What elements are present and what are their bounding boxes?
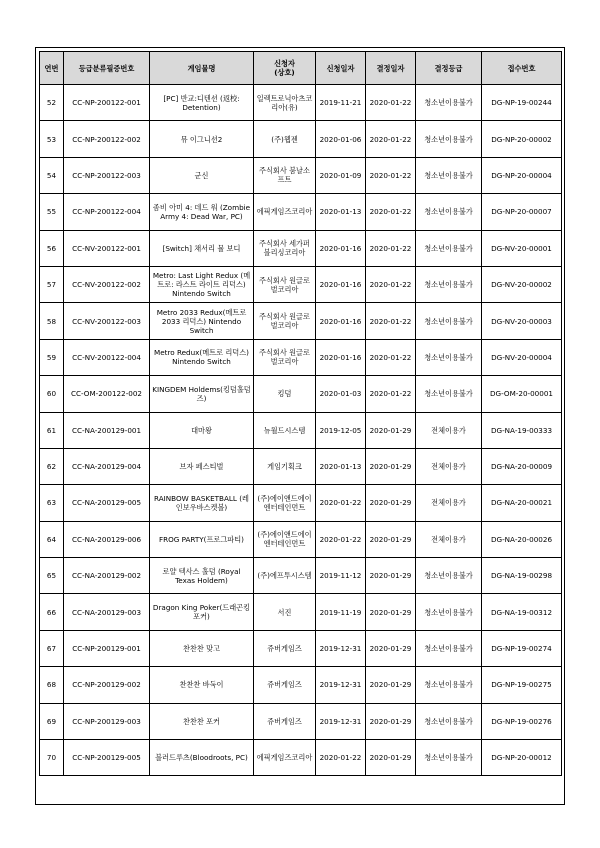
certificate-number: CC-NA-200129-006: [64, 521, 150, 557]
rating-grade: 청소년이용불가: [416, 121, 482, 157]
row-number: 55: [40, 194, 64, 230]
game-title: 찬찬찬 맞고: [150, 630, 254, 666]
decision-date: 2020-01-29: [366, 594, 416, 630]
application-date: 2020-01-09: [316, 157, 366, 193]
table-row: [40, 558, 562, 594]
game-title: 좀비 아미 4: 데드 워 (Zombie Army 4: Dead War, PC): [150, 194, 254, 230]
row-number: 53: [40, 121, 64, 157]
table-row: [40, 630, 562, 666]
header-cell: 신청일자: [316, 52, 366, 85]
applicant: 일렉트로닉아츠코리아(유): [254, 85, 316, 121]
game-title: Dragon King Poker(드래곤킹포커): [150, 594, 254, 630]
certificate-number: CC-NA-200129-001: [64, 412, 150, 448]
certificate-number: CC-NP-200129-001: [64, 630, 150, 666]
row-number: 54: [40, 157, 64, 193]
certificate-number: CC-NV-200122-001: [64, 230, 150, 266]
game-title: [PC] 반교:디텐션 (返校: Detention): [150, 85, 254, 121]
certificate-number: CC-NP-200129-002: [64, 667, 150, 703]
row-number: 52: [40, 85, 64, 121]
game-title: 로얄 텍사스 홀덤 (Royal Texas Holdem): [150, 558, 254, 594]
applicant: 에픽게임즈코리아: [254, 740, 316, 776]
decision-date: 2020-01-29: [366, 740, 416, 776]
certificate-number: CC-NP-200129-005: [64, 740, 150, 776]
application-date: 2020-01-03: [316, 376, 366, 412]
certificate-number: CC-NP-200122-004: [64, 194, 150, 230]
table-row: [40, 412, 562, 448]
row-number: 63: [40, 485, 64, 521]
decision-date: 2020-01-29: [366, 703, 416, 739]
decision-date: 2020-01-29: [366, 630, 416, 666]
application-date: 2019-12-31: [316, 630, 366, 666]
certificate-number: CC-NP-200129-003: [64, 703, 150, 739]
applicant: 킹덤: [254, 376, 316, 412]
applicant: 뉴월드시스템: [254, 412, 316, 448]
certificate-number: CC-NV-200122-004: [64, 339, 150, 375]
certificate-number: CC-NA-200129-005: [64, 485, 150, 521]
rating-grade: 청소년이용불가: [416, 230, 482, 266]
decision-date: 2020-01-22: [366, 303, 416, 339]
application-date: 2019-11-21: [316, 85, 366, 121]
game-title: 대마왕: [150, 412, 254, 448]
receipt-number: DG-NP-19-00274: [482, 630, 562, 666]
decision-date: 2020-01-29: [366, 485, 416, 521]
row-number: 62: [40, 448, 64, 484]
application-date: 2019-12-05: [316, 412, 366, 448]
receipt-number: DG-NV-20-00003: [482, 303, 562, 339]
application-date: 2020-01-16: [316, 339, 366, 375]
application-date: 2020-01-06: [316, 121, 366, 157]
application-date: 2020-01-16: [316, 266, 366, 302]
table-row: [40, 667, 562, 703]
receipt-number: DG-NV-20-00001: [482, 230, 562, 266]
applicant: 쥬버게임즈: [254, 667, 316, 703]
table-row: [40, 485, 562, 521]
row-number: 68: [40, 667, 64, 703]
application-date: 2020-01-13: [316, 448, 366, 484]
decision-date: 2020-01-22: [366, 85, 416, 121]
decision-date: 2020-01-22: [366, 121, 416, 157]
table-row: [40, 266, 562, 302]
header-cell: 결정등급: [416, 52, 482, 85]
game-title: 브자 페스티벌: [150, 448, 254, 484]
decision-date: 2020-01-22: [366, 339, 416, 375]
application-date: 2019-12-31: [316, 667, 366, 703]
receipt-number: DG-NP-20-00004: [482, 157, 562, 193]
rating-grade: 청소년이용불가: [416, 376, 482, 412]
decision-date: 2020-01-29: [366, 448, 416, 484]
row-number: 64: [40, 521, 64, 557]
header-row: [40, 52, 562, 85]
receipt-number: DG-NA-19-00312: [482, 594, 562, 630]
table-row: [40, 703, 562, 739]
receipt-number: DG-NP-20-00007: [482, 194, 562, 230]
certificate-number: CC-NA-200129-004: [64, 448, 150, 484]
header-cell: 게임물명: [150, 52, 254, 85]
row-number: 66: [40, 594, 64, 630]
rating-grade: 청소년이용불가: [416, 740, 482, 776]
application-date: 2019-11-12: [316, 558, 366, 594]
application-date: 2019-12-31: [316, 703, 366, 739]
certificate-number: CC-OM-200122-002: [64, 376, 150, 412]
rating-grade: 청소년이용불가: [416, 303, 482, 339]
header-cell: 등급분류필증번호: [64, 52, 150, 85]
rating-grade: 청소년이용불가: [416, 667, 482, 703]
receipt-number: DG-NP-19-00275: [482, 667, 562, 703]
applicant: 주식회사 원글로벌코리아: [254, 339, 316, 375]
application-date: 2020-01-22: [316, 521, 366, 557]
receipt-number: DG-NA-20-00009: [482, 448, 562, 484]
decision-date: 2020-01-22: [366, 266, 416, 302]
rating-grade: 청소년이용불가: [416, 703, 482, 739]
game-title: [Switch] 채서리 뮬 보디: [150, 230, 254, 266]
decision-date: 2020-01-29: [366, 558, 416, 594]
row-number: 69: [40, 703, 64, 739]
game-title: 찬찬찬 바둑이: [150, 667, 254, 703]
row-number: 56: [40, 230, 64, 266]
row-number: 60: [40, 376, 64, 412]
decision-date: 2020-01-22: [366, 194, 416, 230]
table-row: [40, 230, 562, 266]
receipt-number: DG-NP-20-00002: [482, 121, 562, 157]
receipt-number: DG-NP-19-00244: [482, 85, 562, 121]
decision-date: 2020-01-22: [366, 230, 416, 266]
certificate-number: CC-NP-200122-001: [64, 85, 150, 121]
applicant: 주식회사 원글로벌코리아: [254, 266, 316, 302]
applicant: (주)에이앤드에이엔터테인먼트: [254, 521, 316, 557]
receipt-number: DG-NA-19-00298: [482, 558, 562, 594]
rating-grade: 청소년이용불가: [416, 85, 482, 121]
rating-grade: 청소년이용불가: [416, 558, 482, 594]
row-number: 61: [40, 412, 64, 448]
decision-date: 2020-01-22: [366, 376, 416, 412]
row-number: 67: [40, 630, 64, 666]
table-row: [40, 740, 562, 776]
applicant: 게임기획크: [254, 448, 316, 484]
application-date: 2020-01-22: [316, 740, 366, 776]
applicant: 주식회사 원글로벌코리아: [254, 303, 316, 339]
table-row: [40, 521, 562, 557]
applicant: (주)에이앤드에이엔터테인먼트: [254, 485, 316, 521]
game-title: Metro: Last Light Redux (메트로: 라스트 라이트 리덕스) Nintendo Switch: [150, 266, 254, 302]
applicant: 서진: [254, 594, 316, 630]
row-number: 57: [40, 266, 64, 302]
row-number: 65: [40, 558, 64, 594]
rating-grade: 청소년이용불가: [416, 194, 482, 230]
applicant: 주식회사 붐날소프트: [254, 157, 316, 193]
row-number: 70: [40, 740, 64, 776]
applicant: 쥬버게임즈: [254, 630, 316, 666]
game-title: 찬찬찬 포커: [150, 703, 254, 739]
game-title: KINGDEM Holdems(킹덤홀덤즈): [150, 376, 254, 412]
table-row: [40, 448, 562, 484]
table-row: [40, 157, 562, 193]
game-title: 군신: [150, 157, 254, 193]
application-date: 2019-11-19: [316, 594, 366, 630]
receipt-number: DG-OM-20-00001: [482, 376, 562, 412]
rating-grade: 전체이용가: [416, 448, 482, 484]
rating-grade: 청소년이용불가: [416, 266, 482, 302]
header-cell: 신청자 (상호): [254, 52, 316, 85]
applicant: (주)에프투시스템: [254, 558, 316, 594]
game-title: Metro Redux(메트로 리덕스) Nintendo Switch: [150, 339, 254, 375]
rating-table: [39, 51, 562, 776]
decision-date: 2020-01-29: [366, 412, 416, 448]
row-number: 58: [40, 303, 64, 339]
receipt-number: DG-NA-20-00026: [482, 521, 562, 557]
receipt-number: DG-NP-20-00012: [482, 740, 562, 776]
table-row: [40, 303, 562, 339]
application-date: 2020-01-16: [316, 230, 366, 266]
rating-grade: 전체이용가: [416, 412, 482, 448]
certificate-number: CC-NP-200122-003: [64, 157, 150, 193]
table-row: [40, 594, 562, 630]
game-title: Metro 2033 Redux(메트로 2033 리덕스) Nintendo Switch: [150, 303, 254, 339]
table-row: [40, 376, 562, 412]
decision-date: 2020-01-29: [366, 521, 416, 557]
header-cell: 연번: [40, 52, 64, 85]
receipt-number: DG-NV-20-00002: [482, 266, 562, 302]
application-date: 2020-01-16: [316, 303, 366, 339]
game-title: RAINBOW BASKETBALL (레인보우바스켓볼): [150, 485, 254, 521]
header-cell: 결정일자: [366, 52, 416, 85]
application-date: 2020-01-13: [316, 194, 366, 230]
row-number: 59: [40, 339, 64, 375]
certificate-number: CC-NV-200122-002: [64, 266, 150, 302]
certificate-number: CC-NA-200129-002: [64, 558, 150, 594]
application-date: 2020-01-22: [316, 485, 366, 521]
rating-grade: 청소년이용불가: [416, 157, 482, 193]
rating-grade: 전체이용가: [416, 521, 482, 557]
rating-grade: 청소년이용불가: [416, 594, 482, 630]
rating-grade: 전체이용가: [416, 485, 482, 521]
rating-grade: 청소년이용불가: [416, 630, 482, 666]
table-row: [40, 339, 562, 375]
game-title: FROG PARTY(프로그파티): [150, 521, 254, 557]
table-row: [40, 194, 562, 230]
table-row: [40, 85, 562, 121]
game-title: 블러드루츠(Bloodroots, PC): [150, 740, 254, 776]
applicant: 에픽게임즈코리아: [254, 194, 316, 230]
receipt-number: DG-NA-19-00333: [482, 412, 562, 448]
applicant: (주)웹젠: [254, 121, 316, 157]
applicant: 주식회사 세가퍼블리싱코리아: [254, 230, 316, 266]
rating-grade: 청소년이용불가: [416, 339, 482, 375]
table-row: [40, 121, 562, 157]
certificate-number: CC-NA-200129-003: [64, 594, 150, 630]
certificate-number: CC-NV-200122-003: [64, 303, 150, 339]
game-title: 뮤 이그니션2: [150, 121, 254, 157]
applicant: 쥬버게임즈: [254, 703, 316, 739]
decision-date: 2020-01-22: [366, 157, 416, 193]
receipt-number: DG-NA-20-00021: [482, 485, 562, 521]
header-cell: 접수번호: [482, 52, 562, 85]
decision-date: 2020-01-29: [366, 667, 416, 703]
receipt-number: DG-NV-20-00004: [482, 339, 562, 375]
receipt-number: DG-NP-19-00276: [482, 703, 562, 739]
certificate-number: CC-NP-200122-002: [64, 121, 150, 157]
